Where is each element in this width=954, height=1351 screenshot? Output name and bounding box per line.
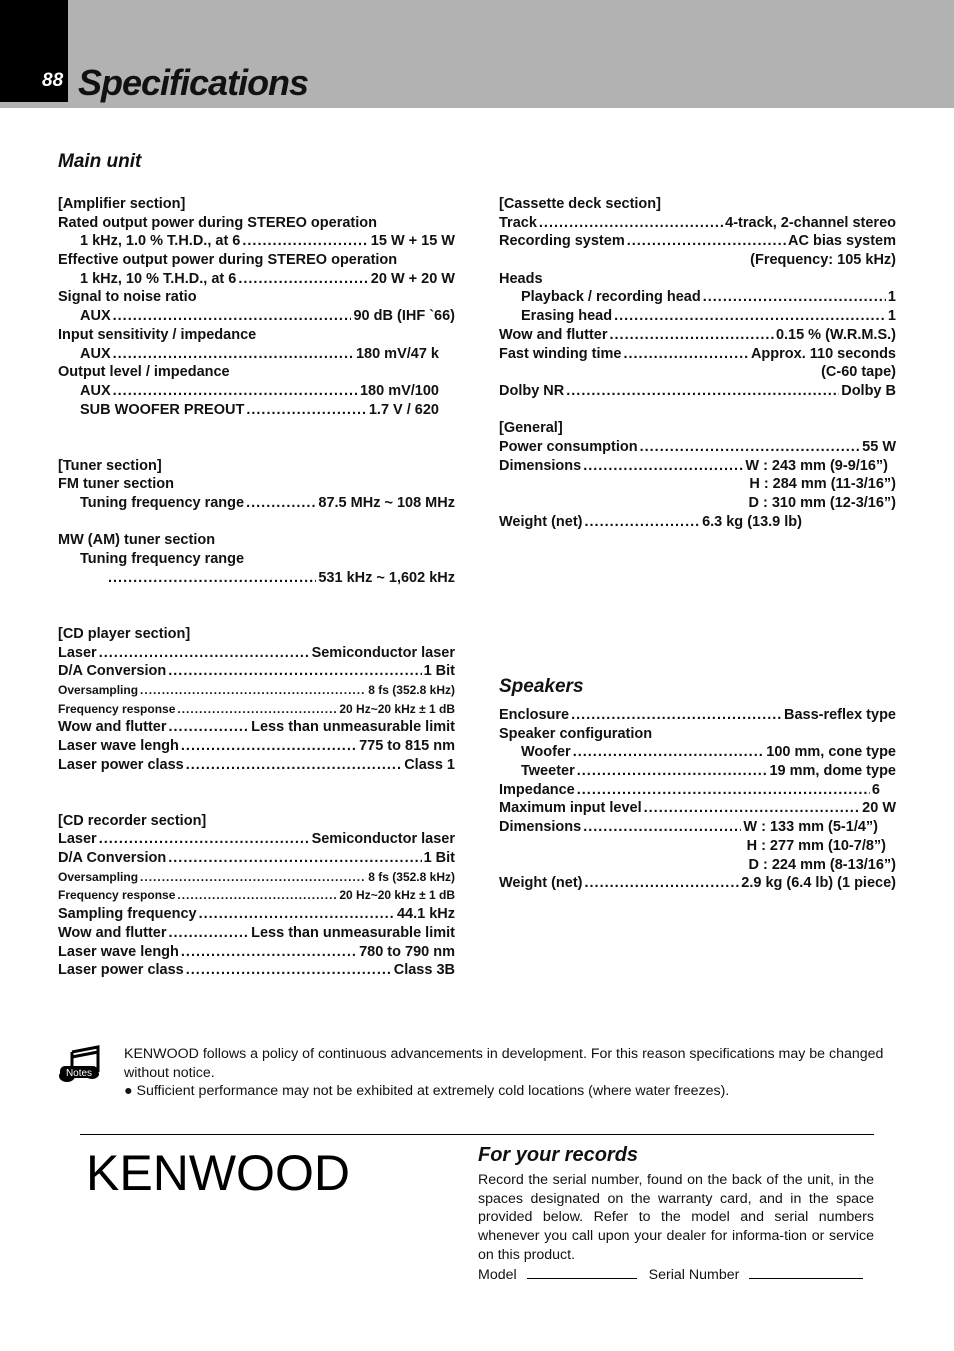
spec-row — [499, 214, 896, 233]
serial-field — [749, 1264, 863, 1279]
spec-row — [58, 793, 455, 812]
spec-label: Track — [499, 214, 537, 231]
spec-label: Dimensions — [499, 819, 582, 836]
spec-value: 8 fs (352.8 kHz) — [368, 869, 455, 884]
spec-row — [499, 270, 896, 289]
spec-row — [499, 513, 896, 532]
leader-dots — [140, 868, 366, 887]
spec-label: Laser — [58, 831, 97, 848]
spec-row — [58, 625, 455, 644]
spec-row — [58, 475, 455, 494]
spec-row — [499, 475, 896, 494]
spec-label: Laser power class — [58, 962, 184, 979]
leader-dots — [640, 438, 861, 457]
page-number: 88 — [42, 70, 64, 91]
spec-label: Weight (net) — [499, 513, 583, 530]
spec-label: Maximum input level — [499, 800, 642, 817]
leader-dots — [168, 849, 421, 868]
spec-value: 0.15 % (W.R.M.S.) — [775, 326, 896, 343]
leader-dots — [573, 743, 765, 762]
leader-dots — [577, 762, 768, 781]
spec-label: Output level / impedance — [58, 364, 230, 381]
spec-row — [58, 307, 455, 326]
leader-dots — [539, 214, 723, 233]
spec-value: 15 W + 15 W — [370, 233, 455, 250]
spec-value: 20 Hz~20 kHz ± 1 dB — [339, 701, 455, 716]
spec-row — [58, 251, 455, 270]
spec-value: D : 310 mm (12-3/16”) — [748, 495, 896, 511]
leader-dots — [246, 401, 367, 420]
spec-label: Rated output power during STEREO operation — [58, 214, 377, 231]
speakers-title: Speakers — [499, 676, 584, 697]
spec-value: 90 dB (IHF `66) — [353, 308, 455, 325]
spec-label: Wow and flutter — [58, 924, 167, 941]
leader-dots — [113, 307, 352, 326]
spec-label: D/A Conversion — [58, 663, 167, 680]
spec-label: Sampling frequency — [58, 906, 197, 923]
spec-label: Laser power class — [58, 756, 184, 773]
leader-dots — [246, 494, 316, 513]
spec-label: AUX — [80, 345, 111, 362]
spec-label: [CD player section] — [58, 625, 191, 642]
records-fields — [478, 1264, 863, 1283]
spec-label: Oversampling — [58, 682, 139, 697]
spec-value: Semiconductor laser — [311, 644, 455, 661]
leader-dots — [614, 307, 886, 326]
spec-label: [CD recorder section] — [58, 812, 207, 829]
spec-row — [58, 737, 455, 756]
leader-dots — [168, 662, 421, 681]
spec-value: H : 277 mm (10-7/8”) — [746, 837, 886, 854]
leader-dots — [583, 457, 743, 476]
spec-row — [499, 725, 896, 744]
spec-row — [499, 438, 896, 457]
spec-label: [Cassette deck section] — [499, 196, 661, 212]
spec-label: D/A Conversion — [58, 850, 167, 867]
spec-label: Playback / recording head — [521, 289, 701, 306]
leader-dots — [585, 874, 740, 893]
divider — [80, 1134, 874, 1135]
spec-row — [58, 345, 455, 364]
spec-label: Wow and flutter — [499, 326, 608, 343]
spec-row — [58, 812, 455, 831]
spec-label: Power consumption — [499, 438, 638, 455]
spec-row — [499, 232, 896, 251]
spec-value: 87.5 MHz ~ 108 MHz — [318, 495, 455, 511]
spec-row — [58, 569, 455, 588]
spec-row — [58, 288, 455, 307]
leader-dots — [566, 382, 839, 401]
spec-value: 19 mm, dome type — [769, 763, 896, 780]
spec-row — [499, 874, 896, 893]
leader-dots — [177, 700, 337, 719]
spec-row — [58, 644, 455, 663]
spec-row — [58, 943, 455, 962]
spec-value: 100 mm, cone type — [766, 744, 896, 761]
spec-label: Signal to noise ratio — [58, 289, 197, 306]
spec-label: Dimensions — [499, 457, 582, 474]
spec-label: [Amplifier section] — [58, 196, 186, 212]
spec-label: Laser wave lengh — [58, 943, 179, 960]
leader-dots — [644, 799, 861, 818]
leader-dots — [623, 345, 748, 364]
spec-row — [58, 868, 455, 887]
spec-label: Impedance — [499, 781, 575, 798]
spec-value: 6 — [871, 781, 880, 798]
leader-dots — [703, 288, 886, 307]
serial-label: Serial Number — [648, 1267, 740, 1283]
spec-row — [58, 606, 455, 625]
spec-row — [499, 856, 896, 875]
spec-row — [58, 326, 455, 345]
spec-value: 1 — [887, 289, 896, 306]
spec-row — [499, 401, 896, 420]
notes-paragraph: KENWOOD follows a policy of continuous advancements in development. For this reason specifications may be changed without notice. — [124, 1046, 884, 1081]
leader-dots — [609, 326, 773, 345]
spec-value: 775 to 815 nm — [359, 737, 455, 754]
leader-dots — [108, 569, 316, 588]
leader-dots — [99, 644, 310, 663]
spec-row — [58, 849, 455, 868]
spec-label: FM tuner section — [58, 476, 175, 493]
spec-value: Class 1 — [404, 756, 455, 773]
spec-value: 531 kHz ~ 1,602 kHz — [318, 569, 455, 586]
spec-value: 4-track, 2-channel stereo — [725, 214, 896, 231]
svg-text:KENWOOD: KENWOOD — [86, 1146, 350, 1196]
spec-value: 2.9 kg (6.4 lb) (1 piece) — [741, 875, 896, 892]
spec-value: W : 133 mm (5-1/4”) — [743, 819, 878, 836]
leader-dots — [186, 756, 402, 775]
spec-value: 1 Bit — [423, 663, 455, 680]
right-spec-column — [499, 195, 896, 531]
spec-value: W : 243 mm (9-9/16”) — [745, 457, 888, 474]
spec-row — [499, 288, 896, 307]
spec-row — [499, 382, 896, 401]
spec-row — [58, 961, 455, 980]
leader-dots — [199, 905, 395, 924]
spec-row — [58, 401, 455, 420]
spec-value: Bass-reflex type — [783, 707, 896, 723]
spec-row — [499, 457, 896, 476]
spec-label: AUX — [80, 308, 111, 325]
spec-row — [499, 837, 896, 856]
left-spec-column — [58, 195, 455, 980]
model-label: Model — [478, 1267, 517, 1283]
spec-label: Weight (net) — [499, 875, 583, 892]
spec-label: Frequency response — [58, 888, 176, 903]
spec-row — [58, 494, 455, 513]
spec-row — [499, 706, 896, 725]
model-field — [527, 1264, 637, 1279]
spec-value: 20 Hz~20 kHz ± 1 dB — [339, 888, 455, 903]
spec-label: Heads — [499, 270, 543, 287]
records-title: For your records — [478, 1144, 639, 1166]
spec-row — [58, 718, 455, 737]
spec-label: Laser — [58, 644, 97, 661]
spec-row — [58, 774, 455, 793]
spec-row — [58, 363, 455, 382]
spec-value: 8 fs (352.8 kHz) — [368, 682, 455, 697]
kenwood-logo — [86, 1146, 352, 1196]
leader-dots — [113, 345, 354, 364]
spec-row — [499, 251, 896, 270]
spec-label: Tuning frequency range — [80, 551, 245, 568]
notes-icon — [58, 1044, 102, 1086]
page-title: Specifications — [78, 62, 309, 103]
spec-label: Erasing head — [521, 308, 613, 325]
spec-row — [58, 195, 455, 214]
spec-label: Tuning frequency range — [80, 495, 245, 511]
spec-row — [499, 345, 896, 364]
spec-row — [58, 457, 455, 476]
spec-value: 1 Bit — [423, 850, 455, 867]
spec-row — [58, 681, 455, 700]
leader-dots — [181, 737, 357, 756]
spec-row — [499, 195, 896, 214]
spec-value: (C-60 tape) — [821, 364, 896, 381]
spec-row — [499, 326, 896, 345]
spec-row — [499, 307, 896, 326]
spec-label: Oversampling — [58, 869, 139, 884]
spec-row — [499, 762, 896, 781]
spec-value: 1 — [887, 308, 896, 325]
spec-label: Wow and flutter — [58, 719, 167, 736]
spec-row — [499, 363, 896, 382]
notes-label: Notes — [65, 1068, 93, 1079]
spec-label: Dolby NR — [499, 382, 565, 399]
leader-dots — [140, 681, 366, 700]
spec-label: Enclosure — [499, 707, 570, 723]
spec-label: Fast winding time — [499, 345, 622, 362]
leader-dots — [242, 232, 368, 251]
spec-value: Less than unmeasurable limit — [251, 719, 455, 736]
spec-value: Less than unmeasurable limit — [251, 924, 455, 941]
spec-label: Tweeter — [521, 763, 575, 780]
spec-value: 180 mV/47 k — [355, 345, 439, 362]
spec-row — [499, 799, 896, 818]
spec-value: Class 3B — [393, 962, 455, 979]
spec-row — [58, 270, 455, 289]
spec-value: 44.1 kHz — [396, 906, 455, 923]
spec-row — [499, 781, 896, 800]
spec-label: 1 kHz, 1.0 % T.H.D., at 6 — [80, 233, 241, 250]
spec-row — [58, 438, 455, 457]
notes-text — [124, 1045, 900, 1101]
spec-value: 780 to 790 nm — [359, 943, 455, 960]
spec-label: MW (AM) tuner section — [58, 532, 216, 549]
spec-row — [58, 886, 455, 905]
leader-dots — [168, 924, 249, 943]
spec-label: Frequency response — [58, 701, 176, 716]
spec-label: SUB WOOFER PREOUT — [80, 401, 245, 418]
spec-row — [58, 924, 455, 943]
leader-dots — [583, 818, 741, 837]
spec-label: Woofer — [521, 744, 571, 761]
spec-row — [58, 905, 455, 924]
spec-label: Laser wave lengh — [58, 737, 179, 754]
spec-value: (Frequency: 105 kHz) — [750, 252, 896, 269]
spec-value: 180 mV/100 — [359, 382, 439, 399]
spec-row — [58, 830, 455, 849]
spec-label: Effective output power during STEREO operation — [58, 252, 398, 269]
leader-dots — [186, 961, 392, 980]
spec-row — [58, 513, 455, 532]
spec-row — [58, 662, 455, 681]
leader-dots — [168, 718, 249, 737]
spec-label: Recording system — [499, 233, 625, 250]
leader-dots — [577, 781, 870, 800]
spec-value: Semiconductor laser — [311, 831, 455, 848]
spec-value: Dolby B — [841, 382, 896, 399]
spec-value: 1.7 V / 620 — [368, 401, 439, 418]
spec-label: AUX — [80, 382, 111, 399]
spec-label: [Tuner section] — [58, 457, 162, 474]
speakers-spec-column — [499, 706, 896, 893]
spec-value: 6.3 kg (13.9 lb) — [702, 513, 802, 530]
spec-value: D : 224 mm (8-13/16”) — [748, 856, 896, 873]
leader-dots — [571, 706, 782, 725]
spec-row — [499, 494, 896, 513]
main-unit-title: Main unit — [58, 151, 142, 172]
spec-value: 20 W — [862, 800, 896, 817]
leader-dots — [177, 886, 337, 905]
spec-row — [58, 382, 455, 401]
spec-row — [499, 743, 896, 762]
spec-row — [58, 587, 455, 606]
spec-label: [General] — [499, 420, 563, 437]
spec-label: Input sensitivity / impedance — [58, 326, 257, 343]
spec-value: 55 W — [862, 438, 896, 455]
spec-row — [58, 419, 455, 438]
spec-row — [58, 232, 455, 251]
spec-value: Approx. 110 seconds — [750, 345, 896, 362]
leader-dots — [627, 232, 786, 251]
spec-row — [58, 214, 455, 233]
spec-row — [58, 756, 455, 775]
spec-label: Speaker configuration — [499, 725, 653, 742]
spec-value: 20 W + 20 W — [370, 270, 455, 287]
leader-dots — [113, 382, 358, 401]
spec-row — [499, 818, 896, 837]
spec-row — [58, 531, 455, 550]
spec-label: 1 kHz, 10 % T.H.D., at 6 — [80, 270, 237, 287]
leader-dots — [585, 513, 701, 532]
leader-dots — [99, 830, 310, 849]
spec-row — [58, 700, 455, 719]
records-text: Record the serial number, found on the back of the unit, in the spaces designated on the warranty card, and in the space provided below. Refer to the model and serial numbers whenever you call upon your dealer for informa-tion or service on this product. — [478, 1172, 874, 1263]
leader-dots — [238, 270, 368, 289]
spec-value: H : 284 mm (11-3/16”) — [749, 476, 896, 493]
spec-value: AC bias system — [788, 233, 896, 250]
spec-row — [499, 419, 896, 438]
leader-dots — [181, 943, 357, 962]
spec-row — [58, 550, 455, 569]
notes-bullet: ● Sufficient performance may not be exhibited at extremely cold locations (where water freezes). — [124, 1083, 730, 1100]
